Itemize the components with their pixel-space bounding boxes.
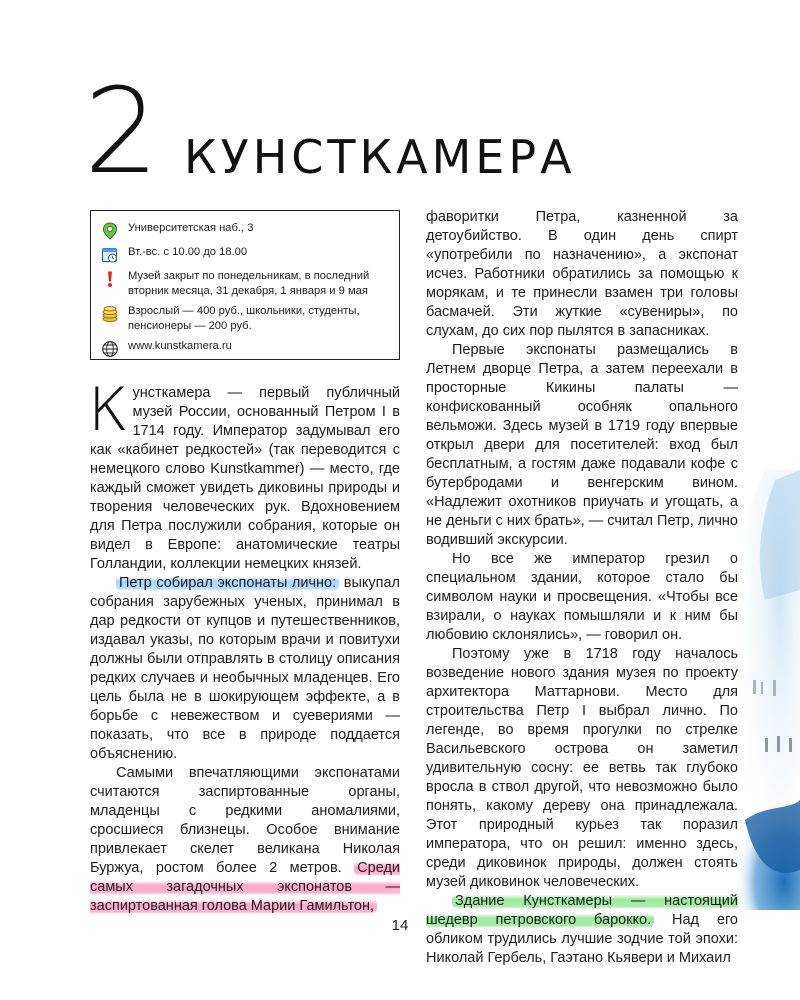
highlight-pink: Среди самых загадочных экспонатов — заспиртованная голова Марии Гамильтон, bbox=[90, 860, 400, 914]
text-column-right bbox=[426, 208, 738, 968]
highlight-green: Здание Кунсткамеры — настоящий шедевр петровского барокко. bbox=[426, 893, 738, 928]
highlight-blue: Петр собирал экспонаты лично: bbox=[116, 575, 339, 591]
paragraph-exhibits-continued: фаворитки Петра, казненной за детоубийство. В один день спирт «употребили по назначению», а экспонат исчез. Работники обратились за помощью к морякам, и те принесли взамен три головы басмачей. Эти жуткие «сувениры», по слухам, до сих пор пылятся в запасниках. bbox=[426, 209, 738, 339]
chapter-title: КУНСТКАМЕРА bbox=[184, 130, 576, 184]
info-hours: Вт.-вс. с 10.00 до 18.00 bbox=[128, 246, 248, 258]
info-address: Университетская наб., 3 bbox=[128, 222, 254, 234]
info-website-row bbox=[101, 339, 391, 358]
paragraph-exhibits bbox=[90, 764, 400, 916]
paragraph-collection-text: выкупал собрания зарубежных ученых, принимал в дар редкости от купцов и путешественников, издавал указы, по которым врачи и повитухи должны были отправлять в столицу описания редких случаев и необычных младенцев. Его цель была не в шокирующем эффекте, а в борьбе с невежеством и суевериями — показать, что все в природе поддается объяснению. bbox=[90, 575, 400, 762]
drop-cap: К bbox=[88, 375, 129, 445]
globe-icon bbox=[101, 340, 119, 358]
paragraph-collection bbox=[90, 574, 400, 764]
paragraph-first-location: Первые экспонаты размещались в Летнем дворце Петра, а затем переехали в просторные Кикины палаты — конфискованный особняк опального вельможи. Здесь музей в 1719 году впервые открыл двери для посетителей: вход был бесплатным, а гостям даже подавали кофе с бутербродами и венгерским вином. «Надлежит охотников приучать и угощать, а не деньги с них брать», — считал Петр, лично водивший экскурсии. bbox=[426, 342, 738, 548]
info-closed: Музей закрыт по понедельникам, в последний вторник месяца, 31 декабря, 1 января и 9 мая bbox=[128, 270, 370, 297]
text-column-left bbox=[88, 375, 400, 916]
info-closed-row bbox=[101, 269, 391, 299]
info-price-row bbox=[101, 304, 391, 334]
exclamation-icon bbox=[101, 270, 119, 288]
info-address-row bbox=[101, 221, 391, 240]
info-price: Взрослый — 400 руб., школьники, студенты, пенсионеры — 200 руб. bbox=[128, 305, 360, 332]
info-hours-row bbox=[101, 245, 391, 264]
coins-icon bbox=[101, 305, 119, 323]
calendar-clock-icon bbox=[101, 246, 119, 264]
location-pin-icon bbox=[101, 222, 119, 240]
chapter-number: 2 bbox=[84, 62, 158, 200]
info-website[interactable]: www.kunstkamera.ru bbox=[128, 340, 232, 352]
paragraph-exhibits-text: Самыми впечатляющими экспонатами считаются заспиртованные органы, младенцы с редкими аномалиями, сросшиеся близнецы. Особое внимание привлекает скелет великана Николая Буржуа, ростом более 2 метров. bbox=[90, 765, 400, 876]
museum-info-box bbox=[90, 210, 400, 360]
paragraph-construction: Поэтому уже в 1718 году началось возведение нового здания музея по проекту архитектора Маттарнови. Место для строительства Петр I выбрал лично. По легенде, во время прогулки по стрелке Васильевского острова он заметил удивительную сосну: ее ветвь так глубоко вросла в ствол другой, что невозможно было понять, какому дереву она принадлежала. Этот природный курьез так поразил императора, что он решил: именно здесь, среди диковинок природы, должен стоять музей диковинок человеческих. bbox=[426, 646, 738, 890]
paragraph-intro-text: унсткамера — первый публичный музей России, основанный Петром I в 1714 году. Император задумывал его как «кабинет редкостей» (так переводится с немецкого слово Kunstkammer) — место, где каждый сможет увидеть диковины природы и творения человеческих рук. Вдохновением для Петра послужили собрания, которые он видел в Европе: анатомические театры Голландии, коллекции немецких князей. bbox=[90, 385, 400, 572]
page-number: 14 bbox=[391, 917, 409, 934]
paragraph-baroque-text: Над его обликом трудились лучшие зодчие той эпохи: Николай Гербель, Гаэтано Кьявери и Михаил bbox=[426, 912, 738, 966]
paragraph-intro bbox=[88, 375, 400, 574]
paragraph-special-building: Но все же император грезил о специальном здании, которое стало бы символом науки и просвещения. «Чтобы все взирали, о науках помышляли и к ним бы любовию склонялись», — говорил он. bbox=[426, 551, 738, 643]
